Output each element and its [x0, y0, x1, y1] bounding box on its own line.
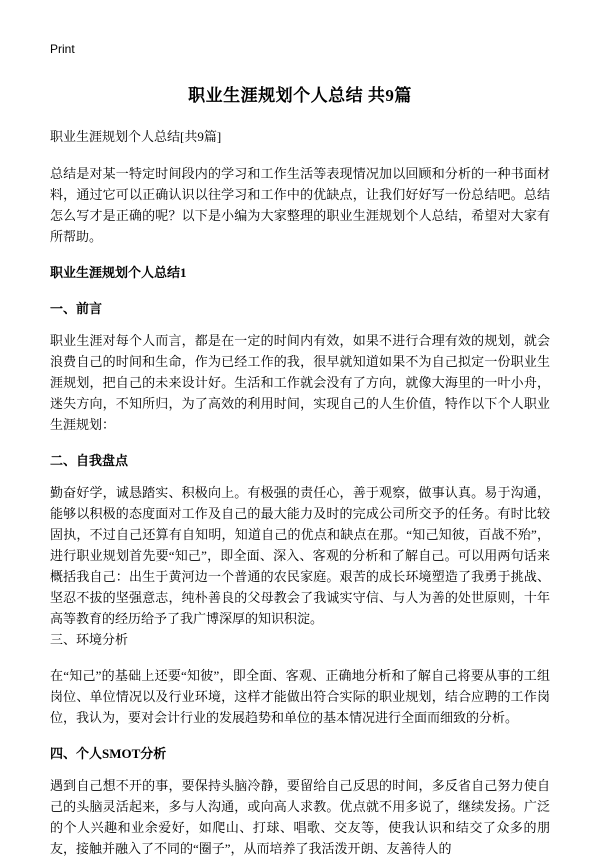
- print-link[interactable]: Print: [50, 42, 75, 56]
- section1-paragraph: 职业生涯对每个人而言，都是在一定的时间内有效，如果不进行合理有效的规划，就会浪费自己的时间和生命，作为已经工作的我，很早就知道如果不为自己拟定一份职业生涯规划，把自己的未来设计好。生活和工作就会没有了方向，就像大海里的一叶小舟，迷失方向，不知所归，为了高效的利用时间，实现自己的人生价值，特作以下个人职业生涯规划：: [50, 333, 550, 432]
- intro-paragraph: 总结是对某一特定时间段内的学习和工作生活等表现情况加以回顾和分析的一种书面材料，通过它可以正确认识以往学习和工作中的优缺点，让我们好好写一份总结吧。总结怎么写才是正确的呢？以下是小编为大家整理的职业生涯规划个人总结，希望对大家有所帮助。: [50, 166, 550, 244]
- section3-heading: 三、环境分析: [50, 632, 129, 647]
- document-subtitle: 职业生涯规划个人总结[共9篇]: [50, 129, 222, 144]
- section4-paragraph: 遇到自己想不开的事，要保持头脑冷静，要留给自己反思的时间，多反省自己努力使自己的头脑灵活起来，多与人沟通，或向高人求教。优点就不用多说了，继续发扬。广泛的个人兴趣和业余爱好，如爬山、打球、唱歌、交友等，使我认识和结交了众多的朋友，接触并融入了不同的“圈子”，从而培养了我活泼开朗、友善待人的: [50, 778, 550, 856]
- section4-heading: 四、个人SMOT分析: [50, 746, 167, 761]
- section1-heading: 一、前言: [50, 301, 103, 316]
- article-heading: 职业生涯规划个人总结1: [50, 265, 187, 280]
- section3-paragraph: 在“知己”的基础上还要“知彼”，即全面、客观、正确地分析和了解自己将要从事的工组岗位、单位情况以及行业环境，这样才能做出符合实际的职业规划，结合应聘的工作岗位，我认为，要对会计行业的发展趋势和单位的基本情况进行全面而细致的分析。: [50, 668, 550, 725]
- page-title: 职业生涯规划个人总结 共9篇: [188, 86, 412, 105]
- section2-paragraph: 勤奋好学，诚恳踏实、积极向上。有极强的责任心，善于观察，做事认真。易于沟通，能够以积极的态度面对工作及自己的最大能力及时的完成公司所交予的任务。有时比较固执，不过自己还算有自知明，知道自己的优点和缺点在那。“知己知彼，百战不殆”，进行职业规划首先要“知己”，即全面、深入、客观的分析和了解自己。可以用两句话来概括我自己：出生于黄河边一个普通的农民家庭。艰苦的成长环境塑造了我勇于挑战、坚忍不拔的坚强意志，纯朴善良的父母教会了我诚实守信、与人为善的处世原则，十年高等教育的经历给予了我广博深厚的知识积淀。: [50, 485, 550, 626]
- section2-heading: 二、自我盘点: [50, 453, 129, 468]
